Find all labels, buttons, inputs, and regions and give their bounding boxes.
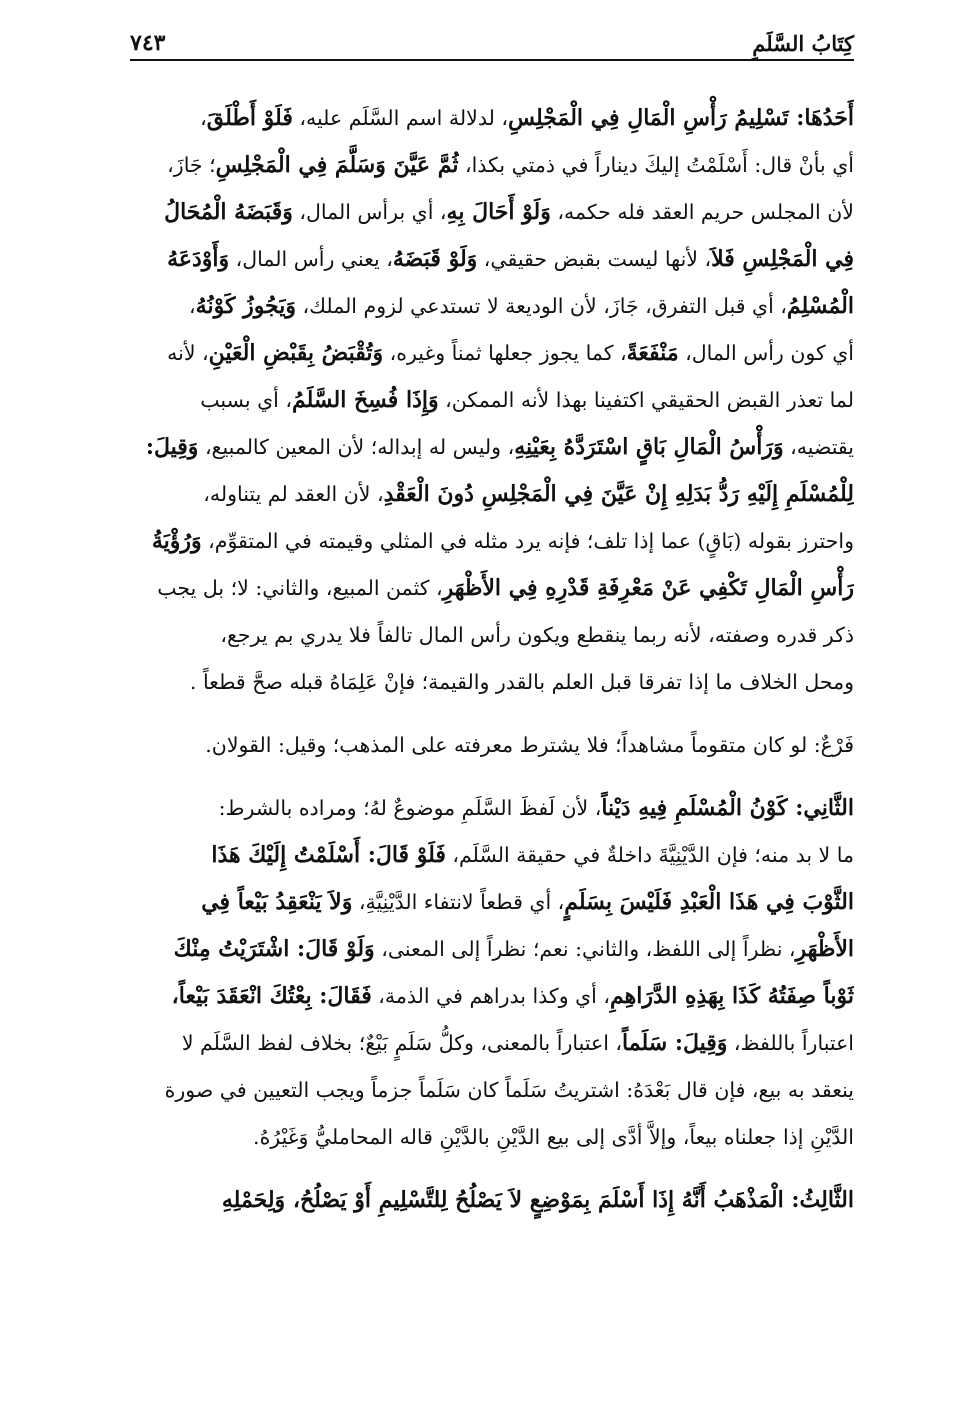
- text-line: [130, 189, 854, 236]
- matn-text: ثُمَّ عَيَّنَ وَسَلَّمَ فِي الْمَجْلِسِ: [215, 152, 459, 178]
- matn-text: رَأْسِ الْمَالِ تَكْفِي عَنْ مَعْرِفَةِ قَدْرِهِ فِي الأَظْهَرِ: [442, 575, 854, 601]
- commentary-text: ، اعتباراً بالمعنى، وكلُّ سَلَمٍ بَيْعٌ؛ بخلاف لفظ السَّلَم لا: [181, 1031, 623, 1055]
- commentary-text: ، أي بسبب: [200, 388, 292, 412]
- commentary-text: ، أي برأس المال،: [292, 200, 447, 224]
- commentary-text: ، لدلالة اسم السَّلَم عليه،: [292, 106, 508, 130]
- commentary-text: ينعقد به بيع، فإن قال بَعْدَهُ: اشتريتُ سَلَماً كان سَلَماً جزماً ويجب التعيين في صورة: [164, 1078, 854, 1102]
- matn-text: الأَظْهَرِ: [795, 936, 854, 962]
- text-line: [130, 1114, 854, 1161]
- text-line: [130, 236, 854, 283]
- matn-text: فَلَوْ أَطْلَقَ: [206, 105, 293, 131]
- text-line: [130, 95, 854, 142]
- commentary-text: ، لأن العقد لم يتناوله،: [203, 482, 384, 506]
- text-line: [130, 142, 854, 189]
- commentary-text: ، كثمن المبيع، والثاني: لا؛ بل يجب: [157, 576, 443, 600]
- body-text: [130, 95, 854, 1224]
- commentary-text: ؛ جَازَ،: [167, 153, 216, 177]
- matn-text: لِلْمُسْلَمِ إِلَيْهِ رَدُّ بَدَلِهِ إِنْ عَيَّنَ فِي الْمَجْلِسِ دُونَ الْعَقْدِ: [383, 481, 854, 507]
- matn-text: وَتُقْبَضُ بِقَبْضِ الْعَيْنِ: [208, 340, 384, 366]
- matn-text: فِي الْمَجْلِسِ فَلاَ: [711, 246, 854, 272]
- commentary-text: ،: [200, 106, 207, 130]
- commentary-text: ، لأن لَفظَ السَّلَمِ موضوعٌ لهُ؛ ومراده بالشرط:: [218, 796, 602, 820]
- commentary-text: ومحل الخلاف ما إذا تفرقا قبل العلم بالقدر والقيمة؛ فإنْ عَلِمَاهُ قبله صحَّ قطعاً .: [189, 670, 854, 694]
- page-number: ٧٤٣: [130, 30, 166, 56]
- matn-text: مَنْفَعَةً: [626, 340, 679, 366]
- text-line: [130, 879, 854, 926]
- commentary-text: الدَّيْنِ إذا جعلناه بيعاً، وإلاَّ أدَّى إلى بيع الدَّيْنِ بالدَّيْنِ قاله المحامليُّ وَغَيْرُهُ.: [253, 1125, 854, 1149]
- commentary-text: يقتضيه،: [783, 435, 854, 459]
- matn-text: وَلَوْ قَبَضَهُ: [392, 246, 478, 272]
- commentary-text: ، كما يجوز جعلها ثمناً وغيره،: [383, 341, 627, 365]
- matn-text: فَقَالَ: بِعْتُكَ انْعَقَدَ بَيْعاً،: [171, 983, 372, 1009]
- matn-text: فَلَوْ قَالَ: أَسْلَمْتُ إِلَيْكَ هَذَا: [211, 842, 446, 868]
- text-line: [130, 377, 854, 424]
- commentary-text: ، لأنه: [167, 341, 209, 365]
- paragraph-p1: [130, 95, 854, 706]
- text-line: [130, 832, 854, 879]
- text-line: [130, 659, 854, 706]
- matn-text: الثَّوْبَ فِي هَذَا الْعَبْدِ فَلَيْسَ بِسَلَمٍ: [564, 889, 854, 915]
- commentary-text: أي بأنْ قال: أَسْلَمْتُ إليكَ ديناراً في ذمتي بكذا،: [458, 153, 854, 177]
- text-line: [130, 926, 854, 973]
- commentary-text: أي كون رأس المال،: [678, 341, 854, 365]
- text-line: [130, 722, 854, 769]
- commentary-text: ذكر قدره وصفته، لأنه ربما ينقطع ويكون رأس المال تالفاً فلا يدري بم يرجع،: [220, 623, 854, 647]
- commentary-text: ، أي قبل التفرق، جَازَ، لأن الوديعة لا تستدعي لزوم الملك،: [296, 294, 787, 318]
- commentary-text: ،: [189, 294, 196, 318]
- matn-text: ثَوْباً صِفَتُهُ كَذَا بِهَذِهِ الدَّرَاهِمِ: [609, 983, 854, 1009]
- commentary-text: ، وليس له إبداله؛ لأن المعين كالمبيع،: [198, 435, 515, 459]
- matn-text: وَقِيلَ:: [145, 434, 199, 460]
- matn-text: وَلَوْ أَحَالَ بِهِ: [446, 199, 551, 225]
- book-title: كِتَابُ السَّلَمِ: [752, 31, 854, 56]
- commentary-text: ما لا بد منه؛ فإن الدَّيْنِيَّةَ داخلةٌ في حقيقة السَّلَم،: [445, 843, 854, 867]
- matn-text: وَرَأْسُ الْمَالِ بَاقٍ اسْتَرَدَّهُ بِعَيْنِهِ: [514, 434, 784, 460]
- paragraph-p2: [130, 722, 854, 769]
- commentary-text: فَرْعٌ: لو كان متقوماً مشاهداً؛ فلا يشترط معرفته على المذهب؛ وقيل: القولان.: [205, 733, 854, 757]
- text-line: [130, 518, 854, 565]
- text-line: [130, 1177, 854, 1224]
- text-line: [130, 471, 854, 518]
- commentary-text: ، نظراً إلى اللفظ، والثاني: نعم؛ نظراً إلى المعنى،: [374, 937, 796, 961]
- commentary-text: لما تعذر القبض الحقيقي اكتفينا بهذا لأنه الممكن،: [438, 388, 854, 412]
- commentary-text: ، يعني رأس المال،: [229, 247, 393, 271]
- matn-text: الثَّانِي: كَوْنُ الْمُسْلَمِ فِيهِ دَيْناً: [601, 795, 854, 821]
- matn-text: الْمُسْلِمُ: [786, 293, 854, 319]
- matn-text: وَأَوْدَعَهُ: [167, 246, 230, 272]
- commentary-text: اعتباراً باللفظ،: [727, 1031, 854, 1055]
- matn-text: وَرُؤْيَةُ: [151, 528, 202, 554]
- text-line: [130, 612, 854, 659]
- commentary-text: لأن المجلس حريم العقد فله حكمه،: [550, 200, 854, 224]
- text-line: [130, 330, 854, 377]
- text-line: [130, 1020, 854, 1067]
- text-line: [130, 973, 854, 1020]
- text-line: [130, 565, 854, 612]
- matn-text: أَحَدُهَا: تَسْلِيمُ رَأْسِ الْمَالِ فِي الْمَجْلِسِ: [507, 105, 854, 131]
- matn-text: وَلاَ يَنْعَقِدُ بَيْعاً فِي: [201, 889, 353, 915]
- matn-text: وَقِيلَ: سَلَماً: [622, 1030, 728, 1056]
- matn-text: وَإِذَا فُسِخَ السَّلَمُ: [291, 387, 439, 413]
- paragraph-p3: [130, 785, 854, 1161]
- commentary-text: ، لأنها ليست بقبض حقيقي،: [477, 247, 712, 271]
- matn-text: الثَّالِثُ: الْمَذْهَبُ أَنَّهُ إِذَا أَسْلَمَ بِمَوْضِعٍ لاَ يَصْلُحُ لِلتَّسْلِيمِ أَوْ يَصْلُحُ، وَلِحَمْلِهِ: [221, 1187, 854, 1213]
- matn-text: وَلَوْ قَالَ: اشْتَرَيْتُ مِنْكَ: [173, 936, 375, 962]
- commentary-text: ، أي وكذا بدراهم في الذمة،: [371, 984, 610, 1008]
- matn-text: وَقَبَضَهُ الْمُحَالُ: [164, 199, 293, 225]
- matn-text: وَيَجُوزُ كَوْنُهُ: [195, 293, 297, 319]
- commentary-text: ، أي قطعاً لانتفاء الدَّيْنِيَّةِ،: [352, 890, 565, 914]
- text-line: [130, 283, 854, 330]
- commentary-text: واحترز بقوله (بَاقٍ) عما إذا تلف؛ فإنه يرد مثله في المثلي وقيمته في المتقوِّم،: [201, 529, 854, 553]
- paragraph-p4: [130, 1177, 854, 1224]
- text-line: [130, 424, 854, 471]
- text-line: [130, 785, 854, 832]
- running-header: [130, 30, 854, 61]
- text-line: [130, 1067, 854, 1114]
